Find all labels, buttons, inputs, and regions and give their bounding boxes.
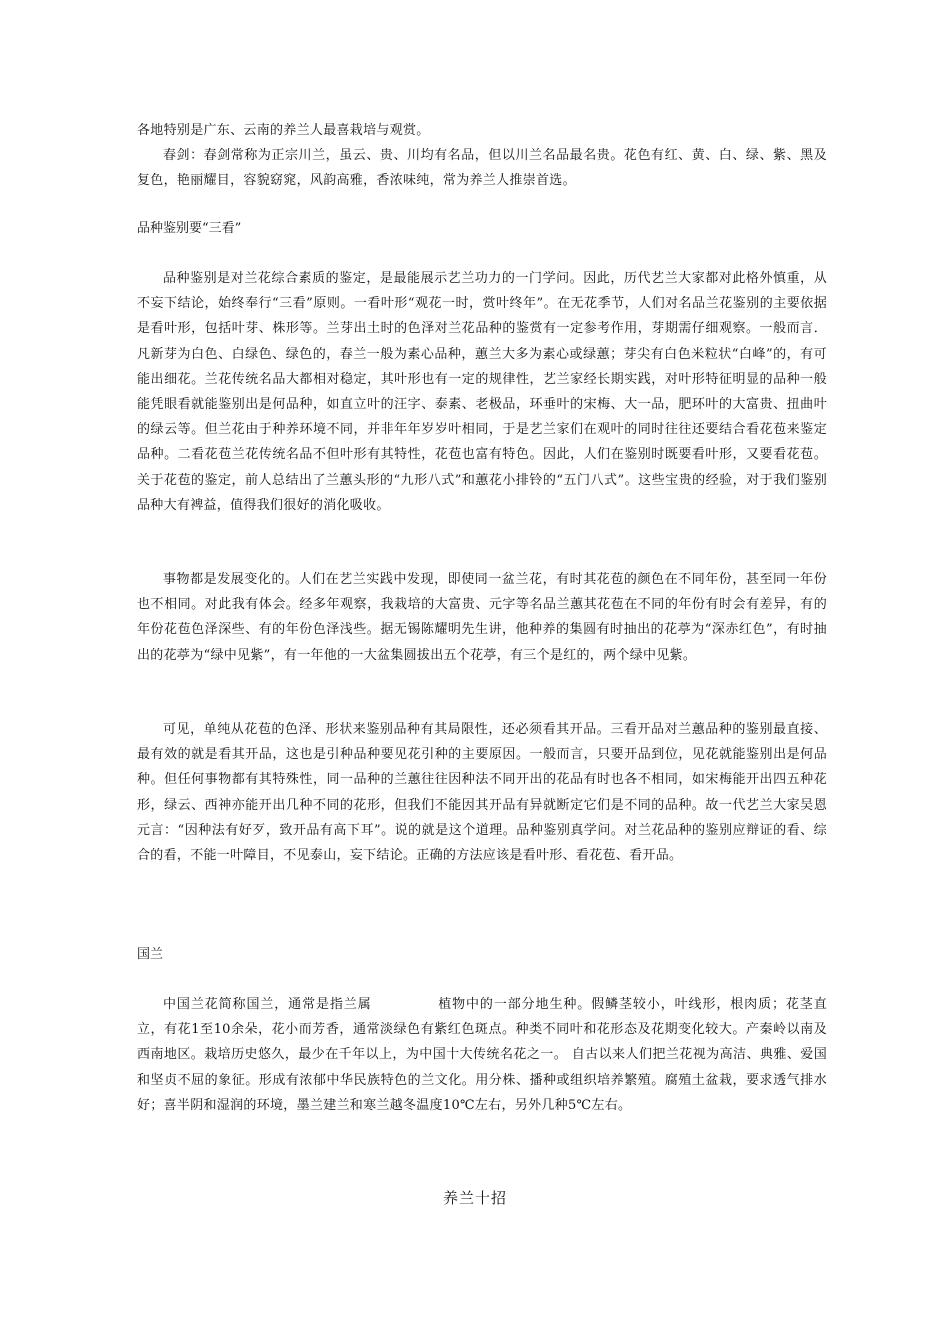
guolan-text-part2: 植物中的一部分地生种。假鳞茎较小，叶线形，根肉质；花茎直立，有花1至10余朵，花小而芳香，通常淡绿色有紫红色斑点。种类不同叶和花形态及花期变化较大。产秦岭以南及西南地区。栽培历史悠久，最少在千年以上，为中国十大传统名花之一。 自古以来人们把兰花视为高洁、典雅、爱国和坚贞不屈的象征。形成有浓郁中华民族特色的兰文化。用分株、播种或组织培养繁殖。腐殖土盆栽，要求透气排水好；喜半阴和湿润的环境，墨兰建兰和寒兰越冬温度10℃左右，另外几种5℃左右。 (137, 997, 827, 1113)
section-heading-guolan: 国兰 (137, 947, 164, 962)
paragraph-sankan-1: 品种鉴别是对兰花综合素质的鉴定，是最能展示艺兰功力的一门学问。因此，历代艺兰大家都对此格外慎重，从不妄下结论，始终奉行“三看”原则。一看叶形“观花一时，赏叶终年”。在无花季节，人们对名品兰花鉴别的主要依据是看叶形，包括叶芽、株形等。兰芽出土时的色泽对兰花品种的鉴赏有一定参考作用，芽期需仔细观察。一般而言．凡新芽为白色、白绿色、绿色的，春兰一般为素心品种，蕙兰大多为素心或绿蕙；芽尖有白色米粒状“白峰”的，有可能出细花。兰花传统名品大都相对稳定，其叶形也有一定的规律性，艺兰家经长期实践，对叶形特征明显的品种一般能凭眼看就能鉴别出是何品种，如直立叶的汪字、泰素、老极品，环垂叶的宋梅、大一品，肥环叶的大富贵、扭曲叶的绿云等。但兰花由于种养环境不同，并非年年岁岁叶相同，于是艺兰家们在观叶的同时往往还要结合看花苞来鉴定品种。二看花苞兰花传统名品不但叶形有其特性，花苞也富有特色。因此，人们在鉴别时既要看叶形，又要看花苞。关于花苞的鉴定，前人总结出了兰蕙头形的“九形八式”和蕙花小排铃的“五门八式”。这些宝贵的经验，对于我们鉴别品种大有裨益，值得我们很好的消化吸收。 (137, 271, 827, 513)
chunjian-paragraph: 春剑：春剑常称为正宗川兰，虽云、贵、川均有名品，但以川兰名品最名贵。花色有红、黄、白、绿、紫、黑及复色，艳丽耀目，容貌窈窕，风韵高雅，香浓味纯，常为养兰人推崇首选。 (137, 148, 827, 189)
paragraph-guolan (137, 992, 827, 1118)
paragraph-sankan-2: 事物都是发展变化的。人们在艺兰实践中发现，即使同一盆兰花，有时其花苞的颜色在不同年份，甚至同一年份也不相同。对此我有体会。经多年观察，我栽培的大富贵、元字等名品兰蕙其花苞在不同的年份有时会有差异，有的年份花苞色泽深些、有的年份色泽浅些。据无锡陈耀明先生讲，他种养的集圆有时抽出的花葶为“深赤红色”，有时抽出的花葶为“绿中见紫”，有一年他的一大盆集圆拔出五个花葶，有三个是红的，两个绿中见紫。 (137, 572, 827, 663)
paragraph-sankan-3: 可见，单纯从花苞的色泽、形状来鉴别品种有其局限性，还必须看其开品。三看开品对兰蕙品种的鉴别最直接、最有效的就是看其开品，这也是引种品种要见花引种的主要原因。一般而言，只要开品到位，见花就能鉴别出是何品种。但任何事物都有其特殊性，同一品种的兰蕙往往因种法不同开出的花品有时也各不相同，如宋梅能开出四五种花形，绿云、西神亦能开出几种不同的花形，但我们不能因其开品有异就断定它们是不同的品种。故一代艺兰大家吴恩元言：“因种法有好歹，致开品有高下耳”。说的就是这个道理。品种鉴别真学问。对兰花品种的鉴别应辩证的看、综合的看，不能一叶障目，不见泰山，妄下结论。正确的方法应该是看叶形、看花苞、看开品。 (137, 722, 827, 864)
guolan-text-part1: 中国兰花简称国兰，通常是指兰属 (163, 997, 372, 1012)
section-title-yanglan: 养兰十招 (442, 1189, 507, 1207)
section-heading-pinzhong: 品种鉴别要“三看” (137, 221, 242, 236)
intro-line: 各地特别是广东、云南的养兰人最喜栽培与观赏。 (137, 123, 430, 138)
